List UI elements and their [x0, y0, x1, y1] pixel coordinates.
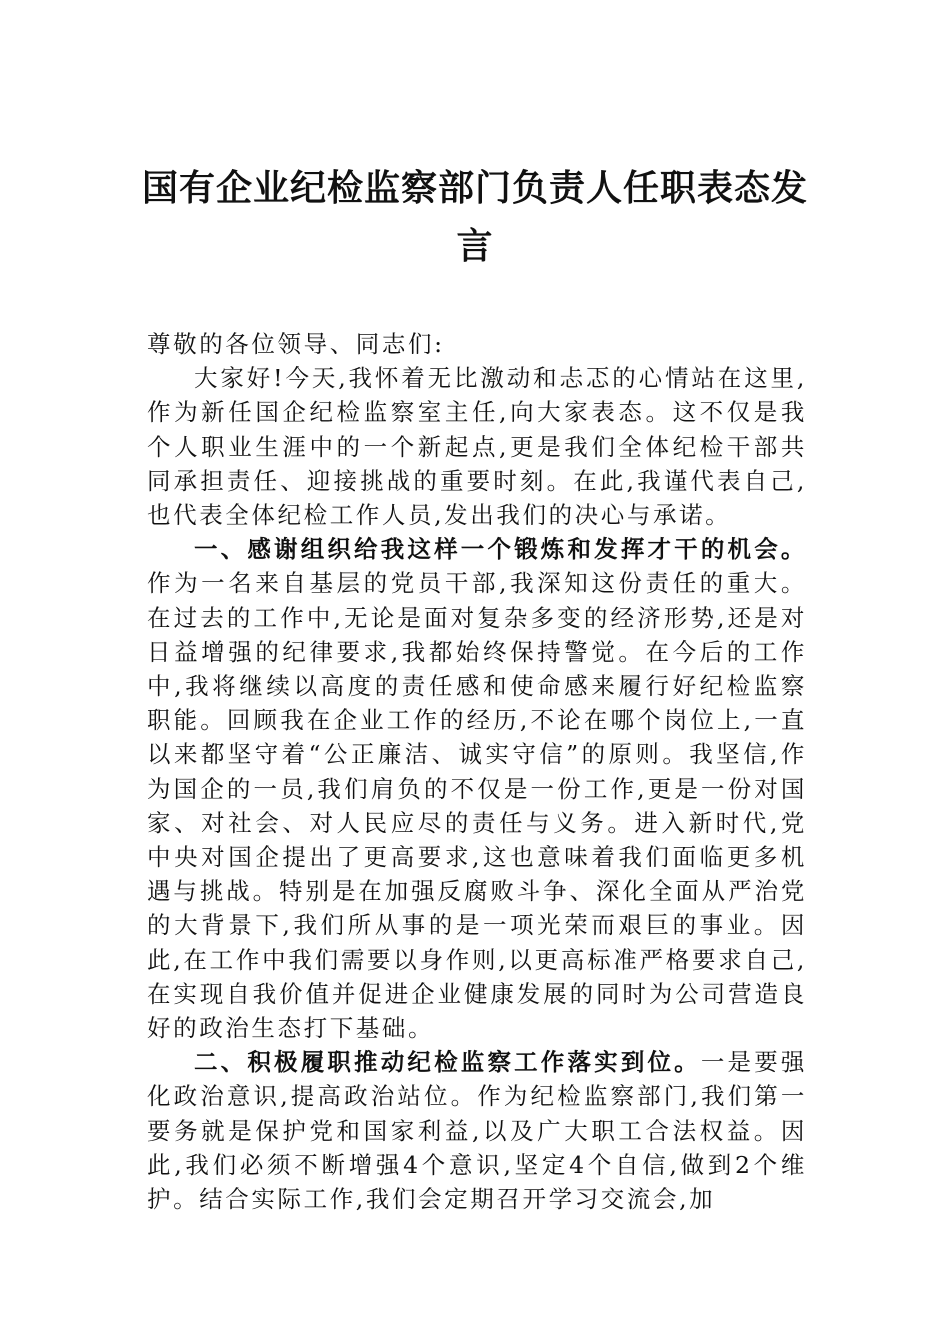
- section-2-heading: 二、积极履职推动纪检监察工作落实到位。: [194, 1048, 701, 1077]
- document-body: [147, 327, 807, 1216]
- document-title: 国有企业纪检监察部门负责人任职表态发言: [141, 168, 808, 267]
- section-1-text: 作为一名来自基层的党员干部,我深知这份责任的重大。在过去的工作中,无论是面对复杂多变的经济形势,还是对日益增强的纪律要求,我都始终保持警觉。在今后的工作中,我将继续以高度的责任感和使命感来履行好纪检监察职能。回顾我在企业工作的经历,不论在哪个岗位上,一直以来都坚守着“公正廉洁、诚实守信”的原则。我坚信,作为国企的一员,我们肩负的不仅是一份工作,更是一份对国家、对社会、对人民应尽的责任与义务。进入新时代,党中央对国企提出了更高要求,这也意味着我们面临更多机遇与挑战。特别是在加强反腐败斗争、深化全面从严治党的大背景下,我们所从事的是一项光荣而艰巨的事业。因此,在工作中我们需要以身作则,以更高标准严格要求自己,在实现自我价值并促进企业健康发展的同时为公司营造良好的政治生态打下基础。: [147, 569, 807, 1043]
- paragraph-section-2: [147, 1045, 807, 1216]
- section-1-heading: 一、感谢组织给我这样一个锻炼和发挥才干的机会。: [194, 535, 807, 564]
- paragraph-section-1: [147, 532, 807, 1045]
- salutation: 尊敬的各位领导、同志们:: [147, 330, 445, 358]
- section-2-text: 一是要强化政治意识,提高政治站位。作为纪检监察部门,我们第一要务就是保护党和国家利益,以及广大职工合法权益。因此,我们必须不断增强4个意识,坚定4个自信,做到2个维护。结合实际工作,我们会定期召开学习交流会,加: [147, 1048, 807, 1214]
- paragraph-intro: 大家好!今天,我怀着无比激动和忐忑的心情站在这里,作为新任国企纪检监察室主任,向大家表态。这不仅是我个人职业生涯中的一个新起点,更是我们全体纪检干部共同承担责任、迎接挑战的重要时刻。在此,我谨代表自己,也代表全体纪检工作人员,发出我们的决心与承诺。: [147, 364, 807, 530]
